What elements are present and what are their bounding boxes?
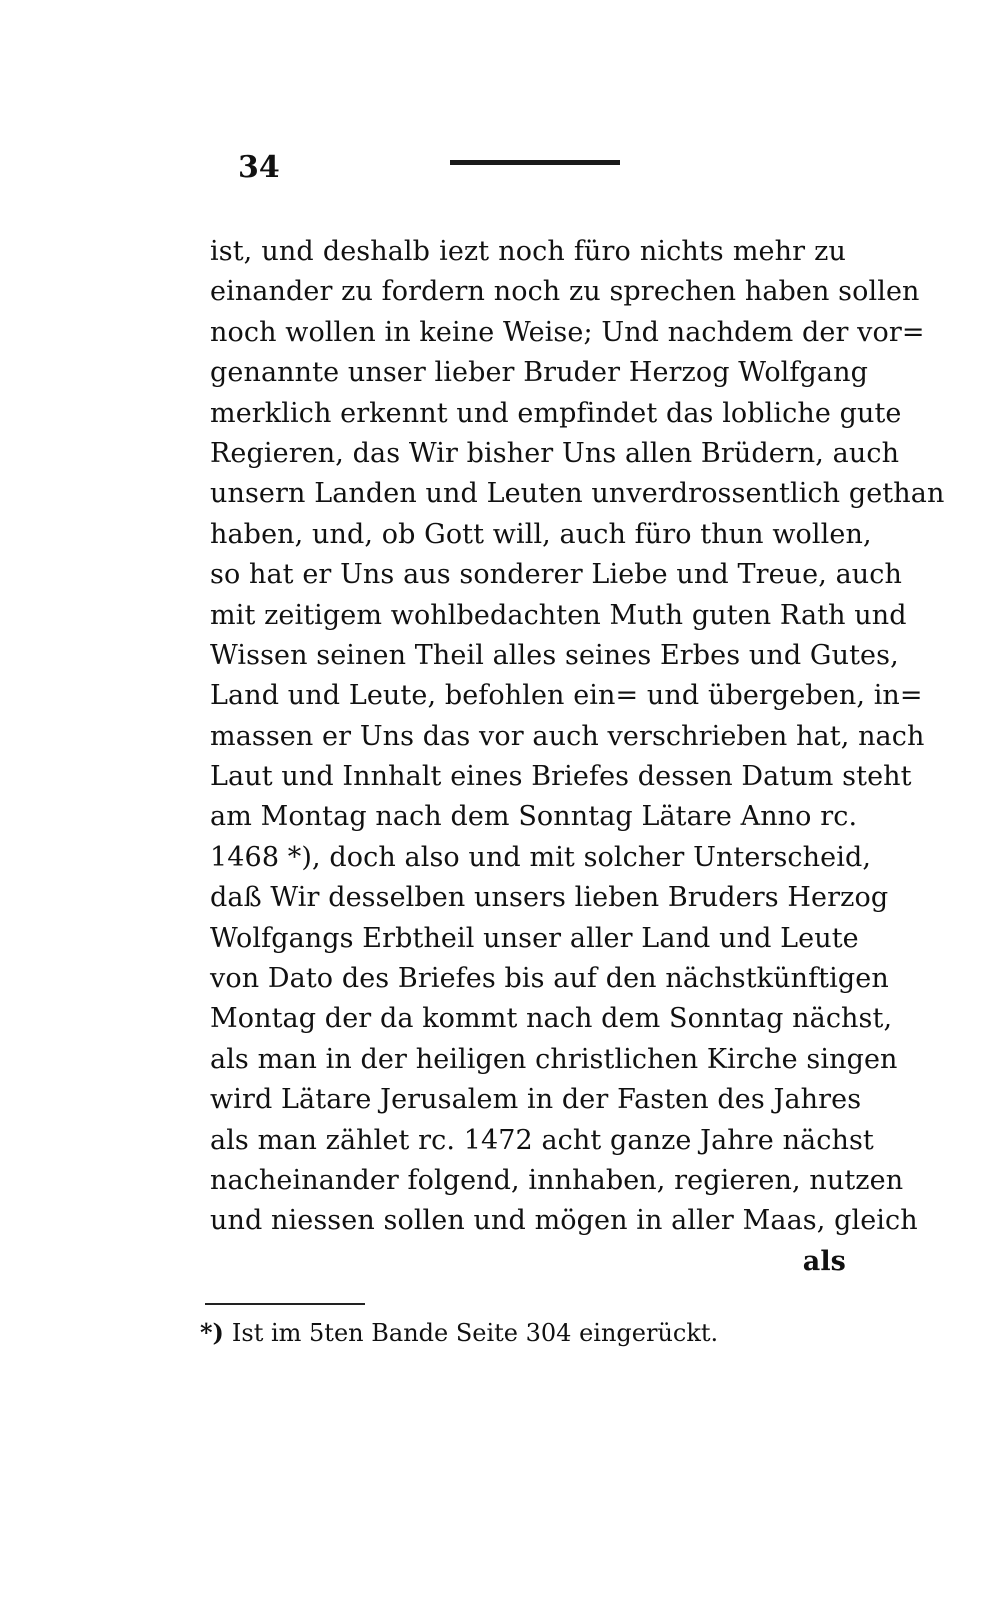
text-line: genannte unser lieber Bruder Herzog Wolfgang — [210, 357, 868, 389]
text-line: wird Lätare Jerusalem in der Fasten des Jahres — [210, 1084, 862, 1116]
page-header — [238, 150, 858, 190]
text-line: Laut und Innhalt eines Briefes dessen Datum steht — [210, 761, 912, 793]
text-line: einander zu fordern noch zu sprechen haben sollen — [210, 276, 920, 308]
text-line: noch wollen in keine Weise; Und nachdem der vor= — [210, 316, 925, 348]
footnote-marker: *) — [200, 1318, 224, 1347]
text-line: und niessen sollen und mögen in aller Maas, gleich — [210, 1205, 918, 1237]
text-line: ist, und deshalb iezt noch füro nichts mehr zu — [210, 236, 846, 267]
text-line: am Montag nach dem Sonntag Lätare Anno rc. — [210, 801, 858, 833]
footnote — [200, 1318, 718, 1348]
text-line: von Dato des Briefes bis auf den nächstkünftigen — [210, 963, 889, 995]
text-line: mit zeitigem wohlbedachten Muth guten Rath und — [210, 599, 907, 631]
text-line: massen er Uns das vor auch verschrieben hat, nach — [210, 720, 925, 752]
text-line: Wissen seinen Theil alles seines Erbes und Gutes, — [210, 639, 899, 671]
text-line: haben, und, ob Gott will, auch füro thun wollen, — [210, 518, 872, 550]
page-number: 34 — [238, 150, 280, 185]
text-line: Land und Leute, befohlen ein= und übergeben, in= — [210, 680, 923, 712]
header-rule — [450, 160, 620, 165]
text-line: unsern Landen und Leuten unverdrossentlich gethan — [210, 478, 945, 510]
footnote-rule — [205, 1303, 365, 1305]
text-line: merklich erkennt und empfindet das lobliche gute — [210, 397, 902, 429]
text-line: als man zählet rc. 1472 acht ganze Jahre nächst — [210, 1124, 874, 1156]
text-line: nacheinander folgend, innhaben, regieren, nutzen — [210, 1164, 904, 1196]
text-line: 1468 *), doch also und mit solcher Unterscheid, — [210, 841, 872, 873]
footnote-text: Ist im 5ten Bande Seite 304 eingerückt. — [231, 1319, 719, 1347]
catchword: als — [802, 1245, 846, 1277]
text-line: als man in der heiligen christlichen Kirche singen — [210, 1043, 898, 1075]
text-line: Regieren, das Wir bisher Uns allen Brüdern, auch — [210, 437, 900, 469]
text-line: daß Wir desselben unsers lieben Bruders Herzog — [210, 882, 889, 914]
text-line: so hat er Uns aus sonderer Liebe und Treue, auch — [210, 559, 902, 591]
text-line: Montag der da kommt nach dem Sonntag nächst, — [210, 1003, 893, 1035]
body-text — [210, 232, 945, 1282]
text-line: Wolfgangs Erbtheil unser aller Land und Leute — [210, 922, 859, 954]
